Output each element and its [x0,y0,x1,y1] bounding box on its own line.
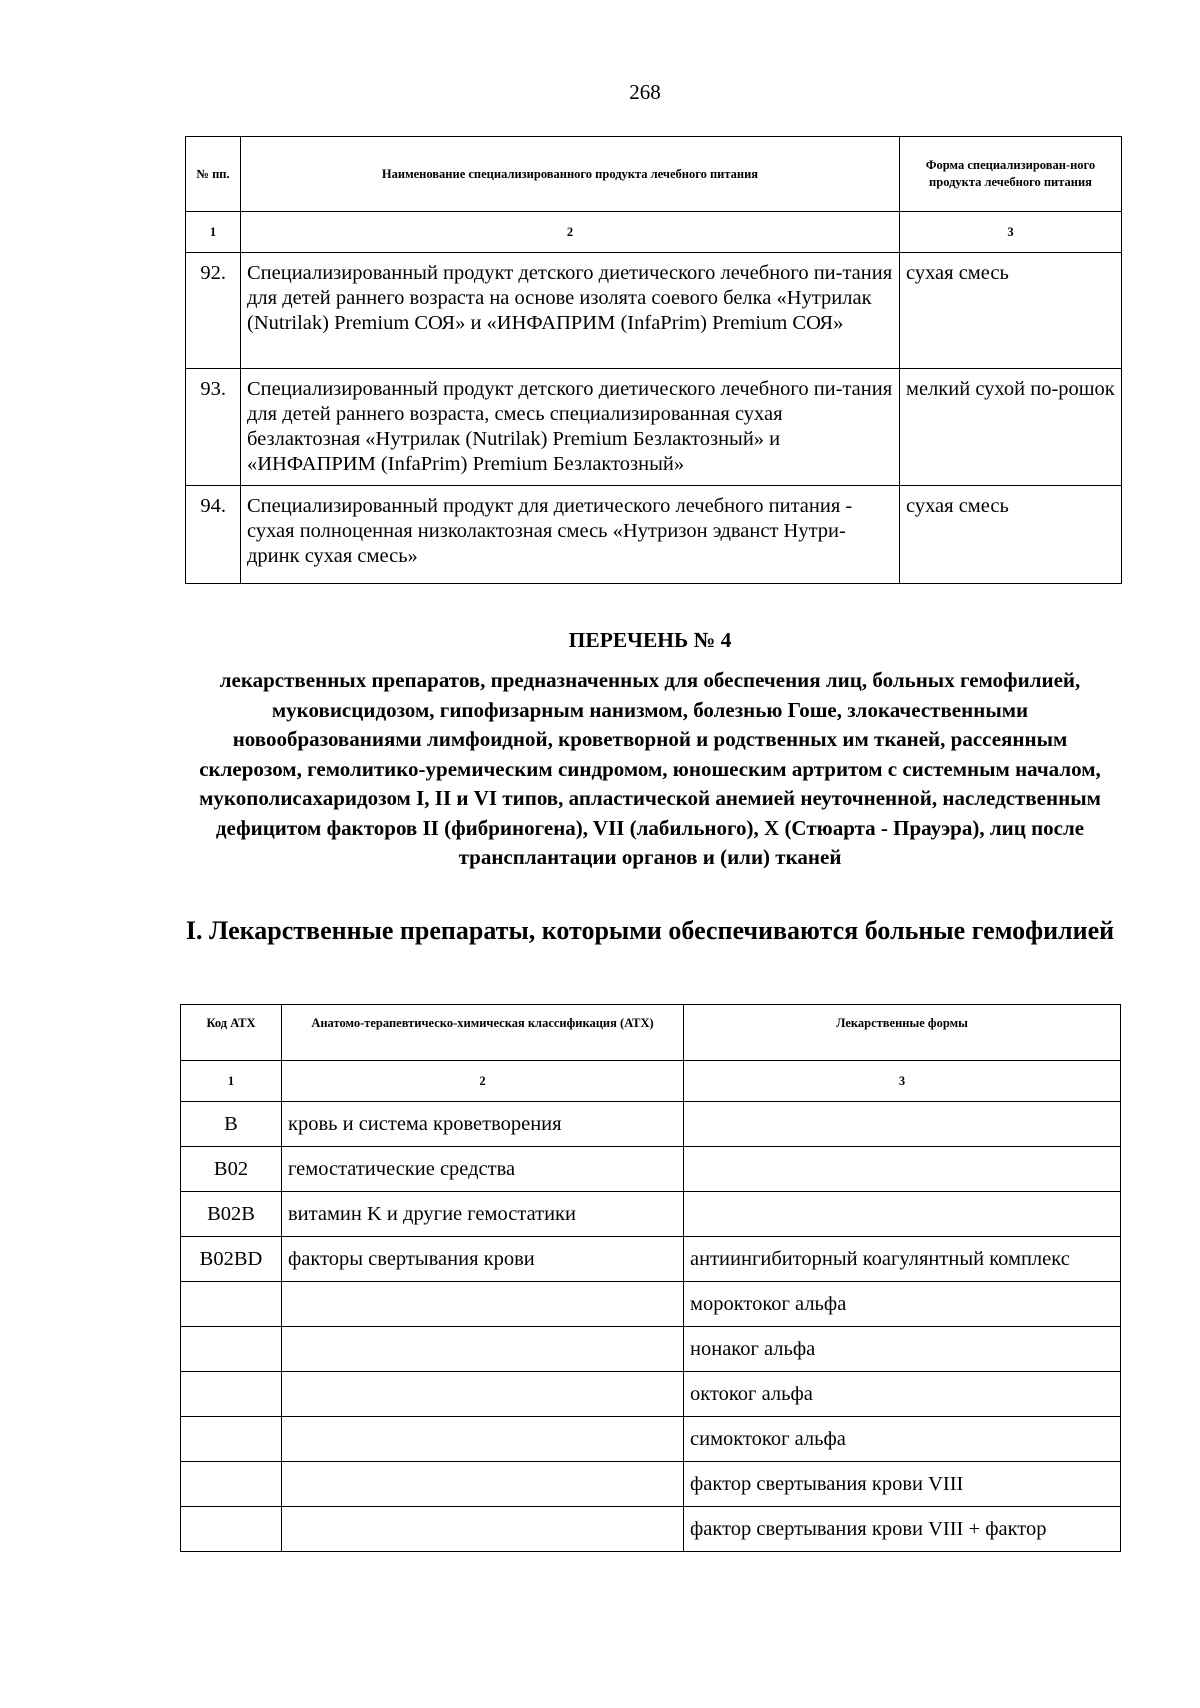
atc-classification [282,1462,684,1507]
atc-code [181,1282,282,1327]
col-number-3: 3 [684,1061,1121,1102]
col-header-number: № пп. [186,137,241,212]
row-number: 94. [186,486,241,584]
page-number: 268 [629,80,661,104]
atc-classification [282,1282,684,1327]
list-description: лекарственных препаратов, предназначенных для обеспечения лиц, больных гемофилией, муковисцидозом, гипофизарным нанизмом, болезнью Гоше, злокачественными новообразованиями лимфоидной, кроветворной и родственных им тканей, рассеянным склерозом, гемолитико-уремическим синдромом, юношеским артритом с системным началом, мукополисахаридозом I, II и VI типов, апластической анемией неуточненной, наследственным дефицитом факторов II (фибриногена), VII (лабильного), X (Стюарта - Прауэра), лиц после трансплантации органов и (или) тканей [199,668,1101,869]
dosage-form: фактор свертывания крови VIII [684,1462,1121,1507]
product-name: Специализированный продукт для диетического лечебного питания - сухая полноценная низколактозная смесь «Нутризон эдванст Нутри-дринк сухая смесь» [241,486,900,584]
dosage-form [684,1102,1121,1147]
atc-code [181,1507,282,1552]
atc-code [181,1417,282,1462]
nutrition-products-table [185,136,1122,584]
section-title: I. Лекарственные препараты, которыми обеспечиваются больные гемофилией [185,916,1115,945]
product-form: сухая смесь [900,486,1122,584]
table-row [181,1327,1121,1372]
atc-classification [282,1372,684,1417]
atc-code [181,1327,282,1372]
dosage-form [684,1192,1121,1237]
table-row [181,1417,1121,1462]
dosage-form: антиингибиторный коагулянтный комплекс [684,1237,1121,1282]
table-row [181,1462,1121,1507]
dosage-form: октоког альфа [684,1372,1121,1417]
product-form: мелкий сухой по-рошок [900,369,1122,486]
atc-code: B02 [181,1147,282,1192]
atc-classification: факторы свертывания крови [282,1237,684,1282]
product-name: Специализированный продукт детского диетического лечебного пи-тания для детей раннего возраста, смесь специализированная сухая безлактозная «Нутрилак (Nutrilak) Premium Безлактозный» и «ИНФАПРИМ (InfaPrim) Premium Безлактозный» [241,369,900,486]
row-number: 93. [186,369,241,486]
atc-classification: гемостатические средства [282,1147,684,1192]
dosage-form: симоктоког альфа [684,1417,1121,1462]
atc-classification [282,1327,684,1372]
table-row [186,369,1122,486]
col-header-atc-classification: Анатомо-терапевтическо-химическая классификация (АТХ) [282,1005,684,1061]
table-row [181,1192,1121,1237]
row-number: 92. [186,253,241,369]
dosage-form [684,1147,1121,1192]
product-form: сухая смесь [900,253,1122,369]
table-row [181,1237,1121,1282]
col-number-3: 3 [900,212,1122,253]
atc-code: B02B [181,1192,282,1237]
atc-code [181,1372,282,1417]
table-row [186,253,1122,369]
table-row [181,1507,1121,1552]
dosage-form: нонаког альфа [684,1327,1121,1372]
atc-classification [282,1507,684,1552]
atc-code [181,1462,282,1507]
col-header-dosage-forms: Лекарственные формы [684,1005,1121,1061]
table-row [181,1102,1121,1147]
col-header-product-name: Наименование специализированного продукта лечебного питания [241,137,900,212]
product-name: Специализированный продукт детского диетического лечебного пи-тания для детей раннего возраста на основе изолята соевого белка «Нутрилак (Nutrilak) Premium СОЯ» и «ИНФАПРИМ (InfaPrim) Premium СОЯ» [241,253,900,369]
col-header-product-form: Форма специализирован-ного продукта лечебного питания [900,137,1122,212]
col-number-2: 2 [241,212,900,253]
atc-classification [282,1417,684,1462]
table-row [181,1282,1121,1327]
list-title: ПЕРЕЧЕНЬ № 4 [568,628,732,652]
atc-code: B [181,1102,282,1147]
atc-drugs-table [180,1004,1121,1552]
dosage-form: мороктоког альфа [684,1282,1121,1327]
atc-classification: витамин K и другие гемостатики [282,1192,684,1237]
dosage-form: фактор свертывания крови VIII + фактор [684,1507,1121,1552]
col-header-atc-code: Код АТХ [181,1005,282,1061]
table-row [181,1147,1121,1192]
col-number-1: 1 [186,212,241,253]
atc-classification: кровь и система кроветворения [282,1102,684,1147]
col-number-2: 2 [282,1061,684,1102]
table-row [186,486,1122,584]
atc-code: B02BD [181,1237,282,1282]
table-row [181,1372,1121,1417]
col-number-1: 1 [181,1061,282,1102]
